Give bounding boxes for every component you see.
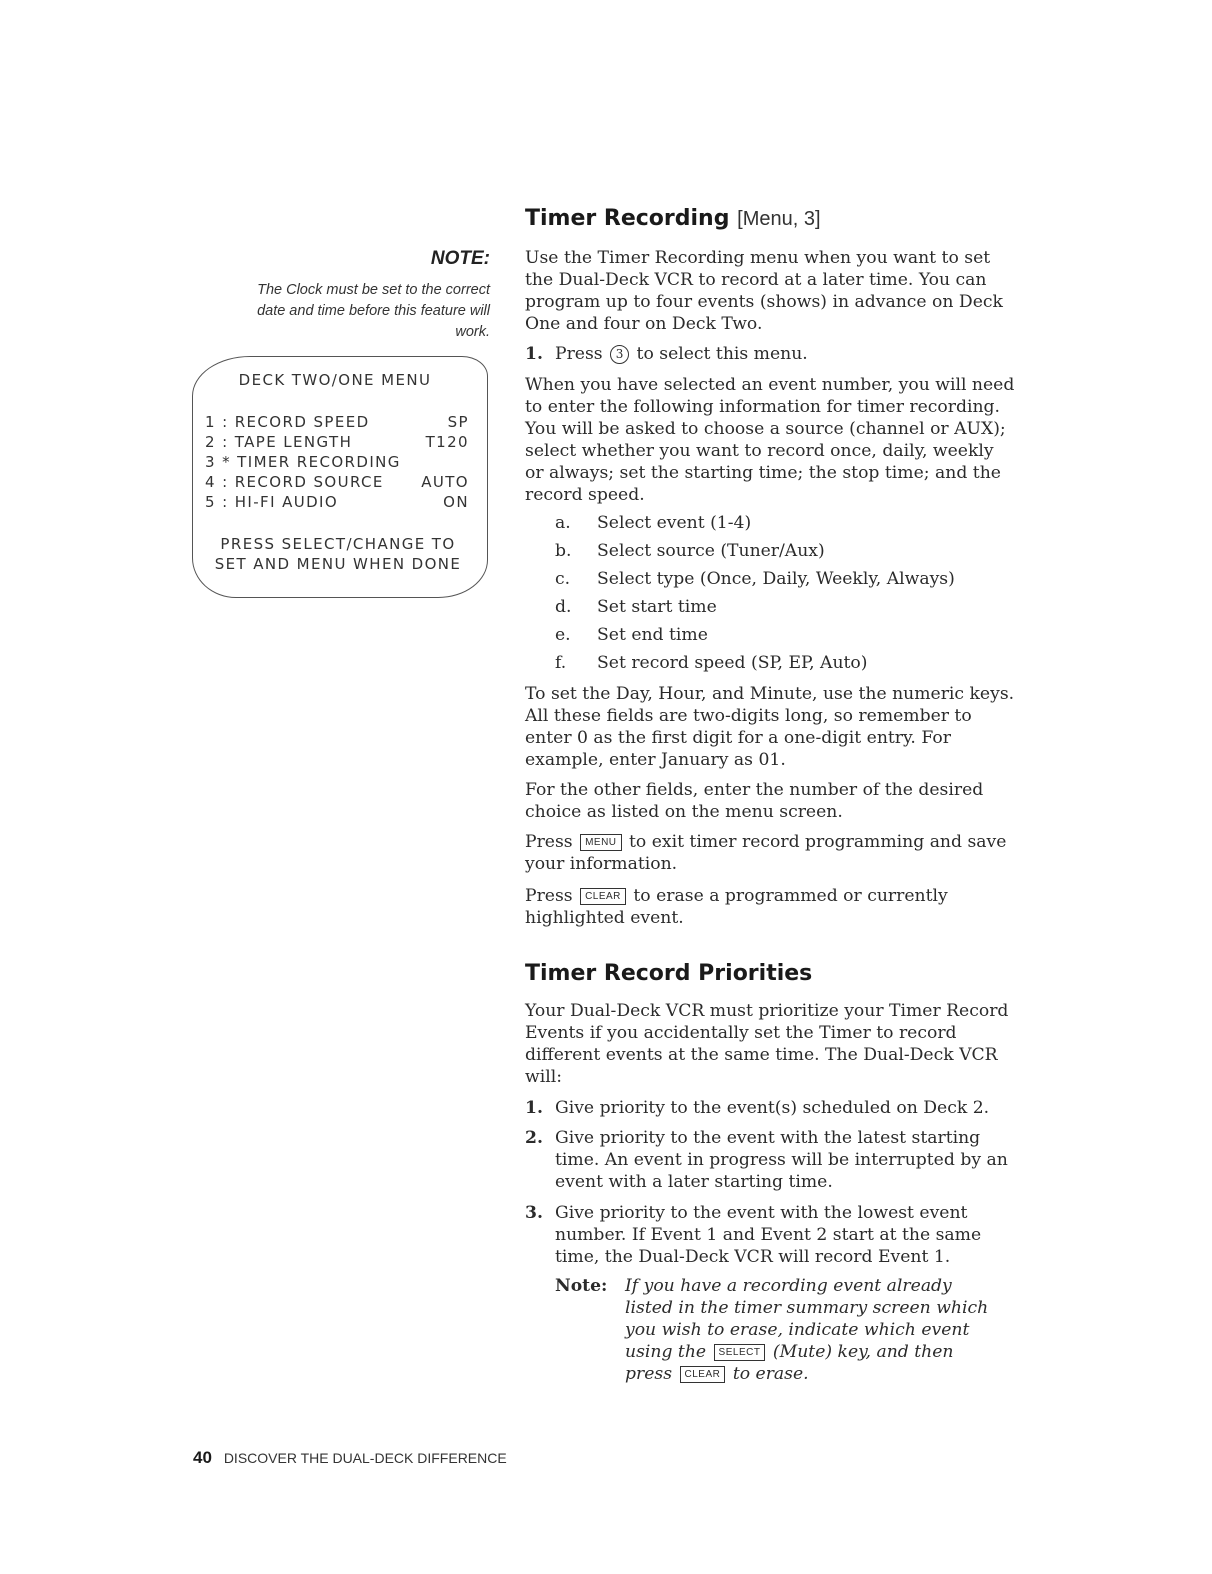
select-key-icon: SELECT [714, 1344, 766, 1361]
list-letter: a. [555, 513, 571, 533]
paragraph-menu-exit [525, 831, 1015, 875]
menu-row [205, 473, 469, 493]
note-text-post: to erase. [732, 1364, 809, 1384]
step-number: 2. [525, 1128, 543, 1148]
menu-row [205, 413, 469, 433]
priority-step [525, 1127, 1015, 1193]
list-text: Select source (Tuner/Aux) [597, 541, 825, 561]
key-3-icon: 3 [610, 345, 629, 364]
menu-row-label: 4 : RECORD SOURCE [205, 473, 384, 491]
note-text-mid: (Mute) key, and then press [625, 1342, 954, 1384]
list-text: Select event (1-4) [597, 513, 752, 533]
paragraph-event-info: When you have selected an event number, you will need to enter the following information for timer recording. You will be asked to choose a source (channel or AUX); select whether you want to record once, daily, weekly or always; set the starting time; the stop time; and the record speed. [525, 375, 1015, 505]
menu-row-value: ON [443, 493, 469, 511]
page-number: 40 [193, 1448, 212, 1467]
note-text: The Clock must be set to the correct date and time before this feature will work. [257, 282, 490, 340]
list-text: Set end time [597, 625, 708, 645]
text-pre: Press [525, 886, 573, 906]
erase-note [555, 1275, 995, 1387]
note-body [625, 1275, 995, 1385]
menu-title: DECK TWO/ONE MENU [238, 371, 432, 389]
menu-footer-line: PRESS SELECT/CHANGE TO [220, 535, 456, 553]
clear-key-icon: CLEAR [680, 1366, 726, 1383]
step-text: Give priority to the event with the lowest event number. If Event 1 and Event 2 start at the same time, the Dual-Deck VCR will record Event 1. [555, 1203, 982, 1267]
list-letter: e. [555, 625, 571, 645]
menu-row [205, 453, 469, 473]
text-pre: Press [525, 832, 573, 852]
intro-paragraph: Use the Timer Recording menu when you want to set the Dual-Deck VCR to record at a later time. You can program up to four events (shows) in advance on Deck One and four on Deck Two. [525, 248, 1003, 334]
deck-menu-screen [192, 356, 488, 598]
note-label: Note: [555, 1276, 608, 1296]
menu-row-label: 2 : TAPE LENGTH [205, 433, 353, 451]
step-text-post: to select this menu. [636, 344, 808, 364]
clear-key-icon: CLEAR [580, 888, 626, 905]
page-footer [193, 1448, 507, 1468]
menu-row-value: AUTO [421, 473, 469, 491]
list-letter: d. [555, 597, 572, 617]
menu-row-label: 5 : HI-FI AUDIO [205, 493, 339, 511]
text-post: to erase a programmed or currently highlighted event. [525, 886, 948, 928]
menu-row-label: 1 : RECORD SPEED [205, 413, 370, 431]
section-title-menu-ref: [Menu, 3] [737, 208, 821, 230]
priority-step [525, 1097, 1015, 1119]
note-heading: NOTE: [430, 248, 490, 269]
list-text: Set start time [597, 597, 717, 617]
step-text: Give priority to the event(s) scheduled on Deck 2. [555, 1098, 990, 1118]
paragraph-other-fields: For the other fields, enter the number of the desired choice as listed on the menu screen. [525, 780, 984, 822]
step-1 [525, 343, 1015, 365]
list-letter: c. [555, 569, 571, 589]
list-text: Select type (Once, Daily, Weekly, Always) [597, 569, 955, 589]
running-title: DISCOVER THE DUAL-DECK DIFFERENCE [223, 1450, 507, 1466]
step-number: 1. [525, 344, 543, 364]
text-post: to exit timer record programming and save your information. [525, 832, 1007, 874]
section-title-priorities: Timer Record Priorities [525, 961, 813, 986]
menu-footer-line: SET AND MENU WHEN DONE [214, 555, 462, 573]
menu-key-icon: MENU [580, 834, 621, 851]
note-text-pre: If you have a recording event already listed in the timer summary screen which you wish to erase, indicate which event using the [625, 1276, 989, 1362]
list-letter: f. [555, 653, 567, 673]
menu-row-value: T120 [425, 433, 469, 451]
priorities-intro: Your Dual-Deck VCR must prioritize your Timer Record Events if you accidentally set the Timer to record different events at the same time. The Dual-Deck VCR will: [525, 1001, 1009, 1087]
menu-row-label: 3 * TIMER RECORDING [205, 453, 401, 471]
paragraph-clear-event [525, 885, 1015, 929]
step-text: Give priority to the event with the latest starting time. An event in progress will be interrupted by an event with a later starting time. [555, 1128, 1008, 1192]
menu-row-value: SP [447, 413, 469, 431]
section-title-timer-recording [525, 206, 821, 231]
step-number: 3. [525, 1203, 543, 1223]
step-number: 1. [525, 1098, 543, 1118]
menu-row [205, 433, 469, 453]
step-text [555, 343, 1015, 365]
priority-step [525, 1202, 1015, 1268]
paragraph-numeric-keys: To set the Day, Hour, and Minute, use the numeric keys. All these fields are two-digits long, so remember to enter 0 as the first digit for a one-digit entry. For example, enter January as 01. [525, 684, 1015, 770]
list-text: Set record speed (SP, EP, Auto) [597, 653, 868, 673]
section-title-text: Timer Recording [525, 206, 730, 231]
step-text-pre: Press [555, 344, 603, 364]
menu-row [205, 493, 469, 513]
list-letter: b. [555, 541, 572, 561]
